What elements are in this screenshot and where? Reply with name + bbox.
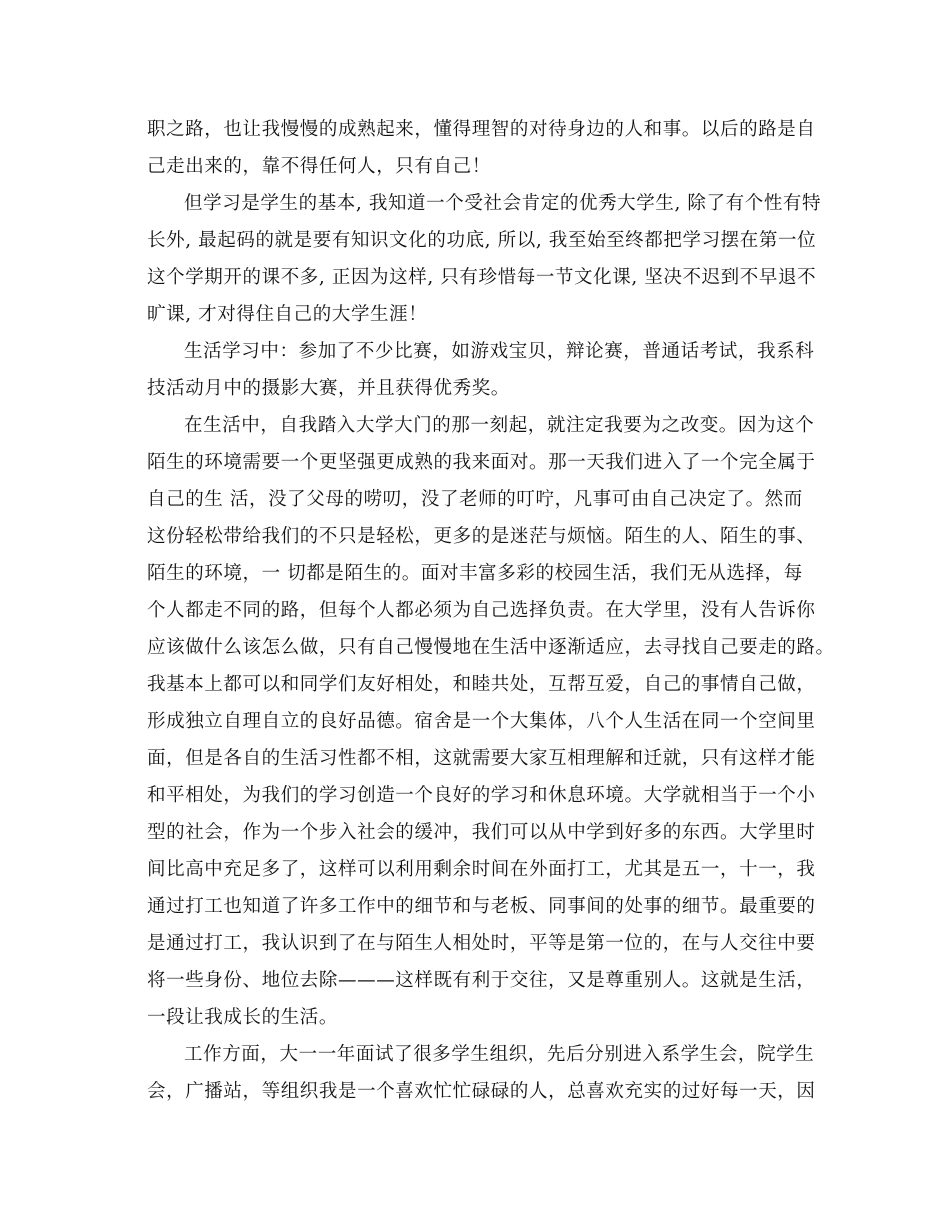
- text-line: 己走出来的，靠不得任何人，只有自己！: [147, 156, 491, 177]
- text-line: 在生活中，自我踏入大学大门的那一刻起，就注定我要为之改变。因为这个: [184, 415, 815, 436]
- text-line: 面，但是各自的生活习性都不相，这就需要大家互相理解和迁就，只有这样才能: [147, 748, 816, 769]
- text-line: 职之路，也让我慢慢的成熟起来，懂得理智的对待身边的人和事。以后的路是自: [147, 119, 816, 140]
- text-line: 陌生的环境需要一个更坚强更成熟的我来面对。那一天我们进入了一个完全属于: [147, 452, 816, 473]
- text-line: 工作方面，大一一年面试了很多学生组织，先后分别进入系学生会，院学生: [184, 1044, 815, 1065]
- text-line: 形成独立自理自立的良好品德。宿舍是一个大集体，八个人生活在同一个空间里: [147, 711, 816, 732]
- text-line: 个人都走不同的路，但每个人都必须为自己选择负责。在大学里，没有人告诉你: [147, 600, 816, 621]
- text-line: 长外, 最起码的就是要有知识文化的功底, 所以, 我至始至终都把学习摆在第一位: [147, 230, 817, 251]
- text-line: 生活学习中：参加了不少比赛，如游戏宝贝，辩论赛，普通话考试，我系科: [184, 341, 815, 362]
- text-line: 是通过打工，我认识到了在与陌生人相处时，平等是第一位的，在与人交往中要: [147, 933, 816, 954]
- text-line: 陌生的环境，一 切都是陌生的。面对丰富多彩的校园生活，我们无从选择，每: [147, 563, 803, 584]
- text-line: 应该做什么该怎么做，只有自己慢慢地在生活中逐渐适应，去寻找自己要走的路。: [147, 637, 835, 658]
- text-line: 这个学期开的课不多, 正因为这样, 只有珍惜每一节文化课, 坚决不迟到不早退不: [147, 267, 817, 288]
- text-line: 会，广播站，等组织我是一个喜欢忙忙碌碌的人，总喜欢充实的过好每一天，因: [147, 1081, 816, 1102]
- text-line: 旷课, 才对得住自己的大学生涯！: [147, 304, 428, 325]
- text-line: 一段让我成长的生活。: [147, 1007, 339, 1028]
- text-line: 型的社会，作为一个步入社会的缓冲，我们可以从中学到好多的东西。大学里时: [147, 822, 816, 843]
- text-line: 我基本上都可以和同学们友好相处，和睦共处，互帮互爱，自己的事情自己做，: [147, 674, 816, 695]
- text-line: 这份轻松带给我们的不只是轻松，更多的是迷茫与烦恼。陌生的人、陌生的事、: [147, 526, 816, 547]
- text-line: 技活动月中的摄影大赛，并且获得优秀奖。: [147, 378, 510, 399]
- text-line: 和平相处，为我们的学习创造一个良好的学习和休息环境。大学就相当于一个小: [147, 785, 816, 806]
- text-line: 通过打工也知道了许多工作中的细节和与老板、同事间的处事的细节。最重要的: [147, 896, 816, 917]
- text-line: 将一些身份、地位去除———这样既有利于交往，又是尊重别人。这就是生活，: [147, 970, 816, 991]
- text-line: 自己的生 活，没了父母的唠叨，没了老师的叮咛，凡事可由自己决定了。然而: [147, 489, 803, 510]
- text-line: 间比高中充足多了，这样可以利用剩余时间在外面打工，尤其是五一，十一，我: [147, 859, 816, 880]
- text-line: 但学习是学生的基本, 我知道一个受社会肯定的优秀大学生, 除了有个性有特: [184, 193, 822, 214]
